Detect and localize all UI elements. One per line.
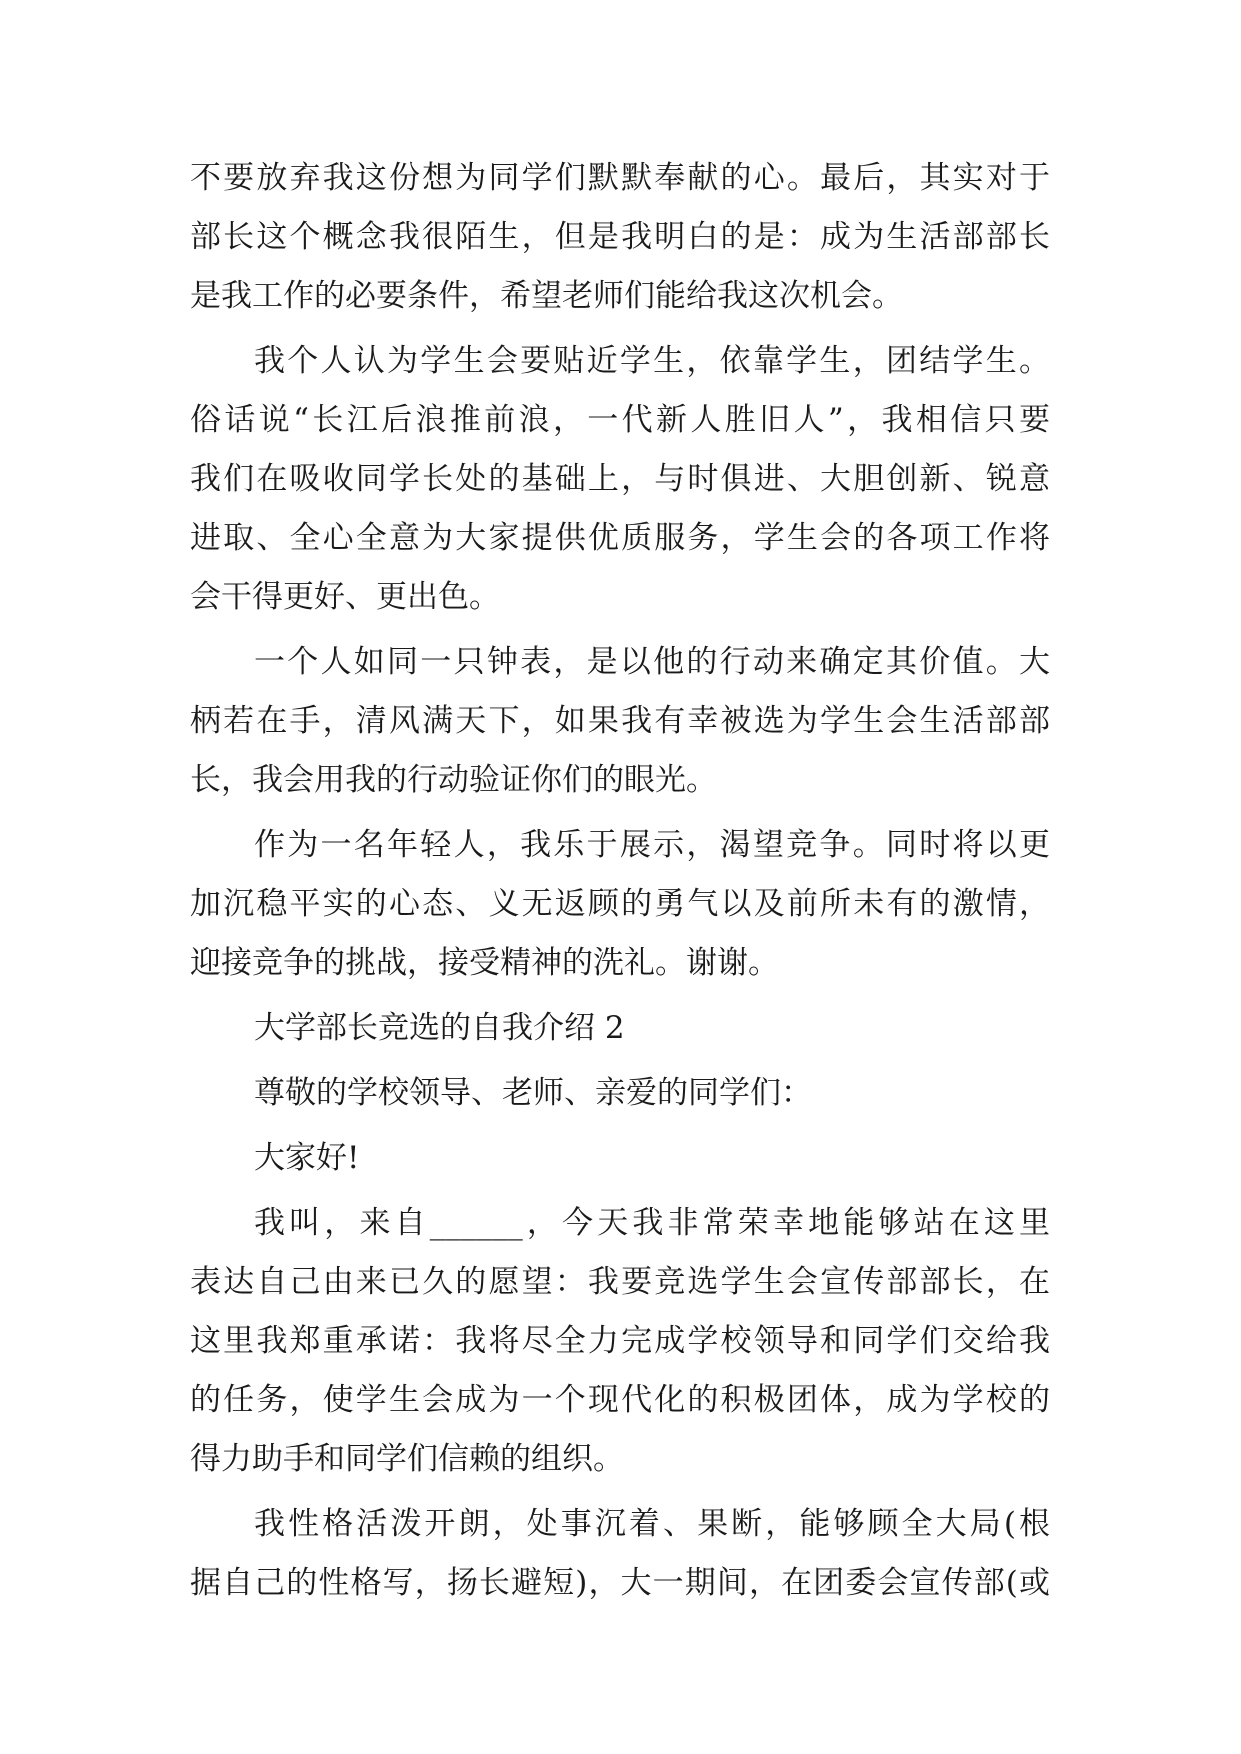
- text-line: 不要放弃我这份想为同学们默默奉献的心。最后，其实对于: [190, 160, 1050, 196]
- text-line: 是我工作的必要条件，希望老师们能给我这次机会。: [190, 278, 903, 314]
- text-line: 进取、全心全意为大家提供优质服务，学生会的各项工作将: [190, 520, 1050, 556]
- text-line: 我性格活泼开朗，处事沉着、果断，能够顾全大局(根: [254, 1506, 1050, 1542]
- text-line: 长，我会用我的行动验证你们的眼光。: [190, 762, 717, 798]
- text-line: 柄若在手，清风满天下，如果我有幸被选为学生会生活部部: [190, 703, 1050, 739]
- text-line: 作为一名年轻人，我乐于展示，渴望竞争。同时将以更: [254, 827, 1050, 863]
- text-line: 俗话说“长江后浪推前浪，一代新人胜旧人”，我相信只要: [190, 402, 1050, 438]
- greeting: 大家好!: [254, 1140, 360, 1176]
- text-line: 表达自己由来已久的愿望：我要竞选学生会宣传部部长，在: [190, 1264, 1050, 1300]
- text-line: 的任务，使学生会成为一个现代化的积极团体，成为学校的: [190, 1382, 1050, 1418]
- text-line: 迎接竞争的挑战，接受精神的洗礼。谢谢。: [190, 945, 779, 981]
- text-line: 我个人认为学生会要贴近学生，依靠学生，团结学生。: [254, 343, 1050, 379]
- text-line: 我叫，来自______，今天我非常荣幸地能够站在这里: [254, 1205, 1050, 1241]
- text-line: 据自己的性格写，扬长避短)，大一期间，在团委会宣传部(或: [190, 1565, 1050, 1601]
- text-line: 会干得更好、更出色。: [190, 579, 500, 615]
- text-line: 这里我郑重承诺：我将尽全力完成学校领导和同学们交给我: [190, 1323, 1050, 1359]
- salutation: 尊敬的学校领导、老师、亲爱的同学们：: [254, 1075, 812, 1111]
- text-line: 我们在吸收同学长处的基础上，与时俱进、大胆创新、锐意: [190, 461, 1050, 497]
- section-heading: 大学部长竞选的自我介绍 2: [254, 1010, 625, 1046]
- text-line: 一个人如同一只钟表，是以他的行动来确定其价值。大: [254, 644, 1050, 680]
- text-line: 加沉稳平实的心态、义无返顾的勇气以及前所未有的激情，: [190, 886, 1050, 922]
- text-line: 得力助手和同学们信赖的组织。: [190, 1441, 624, 1477]
- text-line: 部长这个概念我很陌生，但是我明白的是：成为生活部部长: [190, 219, 1050, 255]
